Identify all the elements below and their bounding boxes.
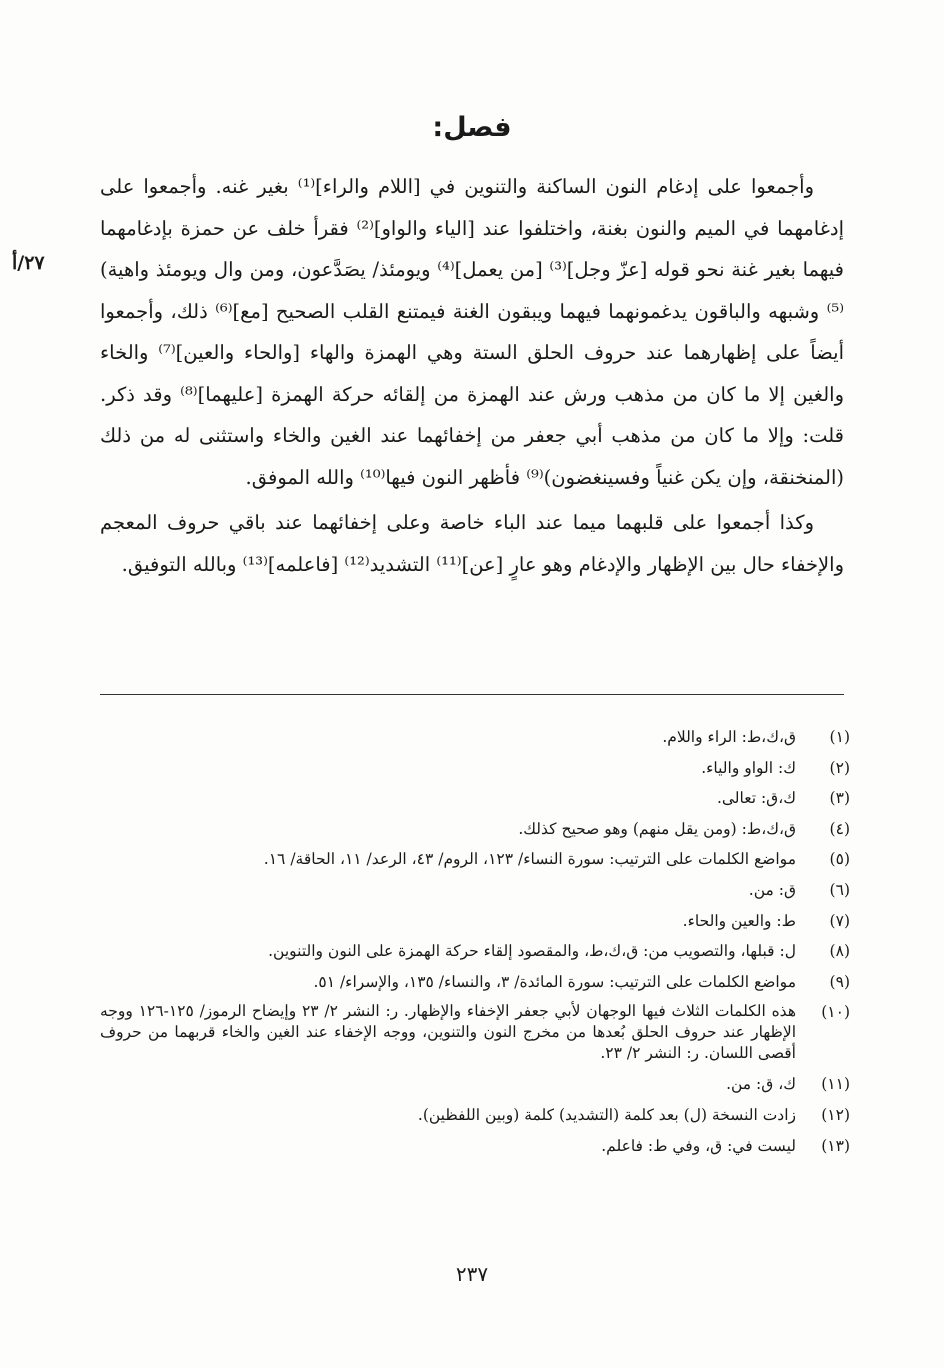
footnote [100, 783, 850, 814]
footnote-number: (٨) [829, 942, 850, 961]
footnote [100, 722, 850, 753]
footnote-text: ليست في: ق، وفي ط: فاعلم. [601, 1136, 796, 1155]
footnote-text: ط: والعين والحاء. [682, 911, 796, 930]
footnote-number: (٢) [829, 758, 850, 777]
footnote [100, 1069, 850, 1100]
footnote-number: (٣) [829, 789, 850, 808]
footnote [100, 936, 850, 967]
footnote-number: (٤) [829, 819, 850, 838]
footnote-number: (١٣) [821, 1136, 850, 1155]
footnote-text: ك: الواو والياء. [701, 758, 796, 777]
footnotes [100, 722, 850, 1161]
footnote [100, 997, 850, 1069]
footnote-text: ل: قبلها، والتصويب من: ق،ك،ط، والمقصود إلقاء حركة الهمزة على النون والتنوين. [268, 942, 796, 961]
footnote-number: (٦) [829, 880, 850, 899]
main-text [100, 166, 844, 585]
footnote [100, 906, 850, 937]
footnote-text: ق: من. [748, 880, 796, 899]
footnote [100, 753, 850, 784]
footnote [100, 1131, 850, 1162]
footnote-text: ق،ك،ط: (ومن يقل منهم) وهو صحيح كذلك. [518, 819, 796, 838]
footnote-separator [100, 694, 844, 695]
footnote-number: (٧) [829, 911, 850, 930]
section-heading: فصل: [432, 112, 512, 143]
footnote-text: ك،ق: تعالى. [716, 789, 796, 808]
footnote-text: زادت النسخة (ل) بعد كلمة (التشديد) كلمة (وبين اللفظين). [417, 1105, 796, 1124]
footnote-text: ك، ق: من. [726, 1075, 796, 1094]
footnote-number: (١٠) [821, 1003, 850, 1022]
footnote-number: (١٢) [821, 1105, 850, 1124]
footnote-text: هذه الكلمات الثلاث فيها الوجهان لأبي جعفر الإخفاء والإظهار. ر: النشر ٢/ ٢٣ وإيضاح الرموز/ ١٢٥-١٢٦ ووجه الإظهار عند حروف الحلق بُعدها من مخرج النون والتنوين، ووجه الإخفاء عند الغين والخاء قربهما من حروف أقصى اللسان. ر: النشر ٢/ ٢٣. [100, 1002, 796, 1063]
manuscript-folio-marker: ٢٧/أ [12, 252, 45, 274]
paragraph-2: وكذا أجمعوا على قلبهما ميما عند الباء خاصة وعلى إخفائهما عند باقي حروف المعجم والإخفاء حال بين الإظهار والإدغام وهو عارٍ [عن]⁽¹¹⁾ التشديد⁽¹²⁾ [فاعلمه]⁽¹³⁾ وبالله التوفيق. [100, 511, 844, 576]
page-number: ٢٣٧ [455, 1262, 489, 1286]
footnote-number: (١) [829, 728, 850, 746]
footnote [100, 875, 850, 906]
footnote [100, 967, 850, 998]
footnote-number: (٩) [829, 972, 850, 991]
footnote [100, 1100, 850, 1131]
footnote-text: ق،ك،ط: الراء واللام. [662, 728, 796, 746]
footnote-text: مواضع الكلمات على الترتيب: سورة المائدة/ ٣، والنساء/ ١٣٥، والإسراء/ ٥١. [313, 972, 796, 991]
footnote-number: (١١) [821, 1075, 850, 1094]
footnote [100, 844, 850, 875]
footnote-text: مواضع الكلمات على الترتيب: سورة النساء/ ١٢٣، الروم/ ٤٣، الرعد/ ١١، الحاقة/ ١٦. [263, 850, 796, 869]
footnote [100, 814, 850, 845]
paragraph-1: وأجمعوا على إدغام النون الساكنة والتنوين في [اللام والراء]⁽¹⁾ بغير غنه. وأجمعوا على إدغامهما في الميم والنون بغنة، واختلفوا عند [الياء والواو]⁽²⁾ فقرأ خلف عن حمزة بإدغامهما فيهما بغير غنة نحو قوله [عزّ وجل]⁽³⁾ [من يعمل]⁽⁴⁾ ويومئذ/ يصَدَّعون، ومن وال ويومئذ واهية)⁽⁵⁾ وشبهه والباقون يدغمونهما فيهما ويبقون الغنة فيمتنع القلب الصحيح [مع]⁽⁶⁾ ذلك، وأجمعوا أيضاً على إظهارهما عند حروف الحلق الستة وهي الهمزة والهاء [والحاء والعين]⁽⁷⁾ والخاء والغين إلا ما كان من مذهب ورش عند الهمزة من إلقائه حركة الهمزة [عليهما]⁽⁸⁾ وقد ذكر. قلت: وإلا ما كان من مذهب أبي جعفر من إخفائهما عند الغين والخاء واستثنى له من ذلك (المنخنقة، وإن يكن غنياً وفسينغضون)⁽⁹⁾ فأظهر النون فيها⁽¹⁰⁾ والله الموفق. [100, 175, 845, 489]
footnote-number: (٥) [829, 850, 850, 869]
